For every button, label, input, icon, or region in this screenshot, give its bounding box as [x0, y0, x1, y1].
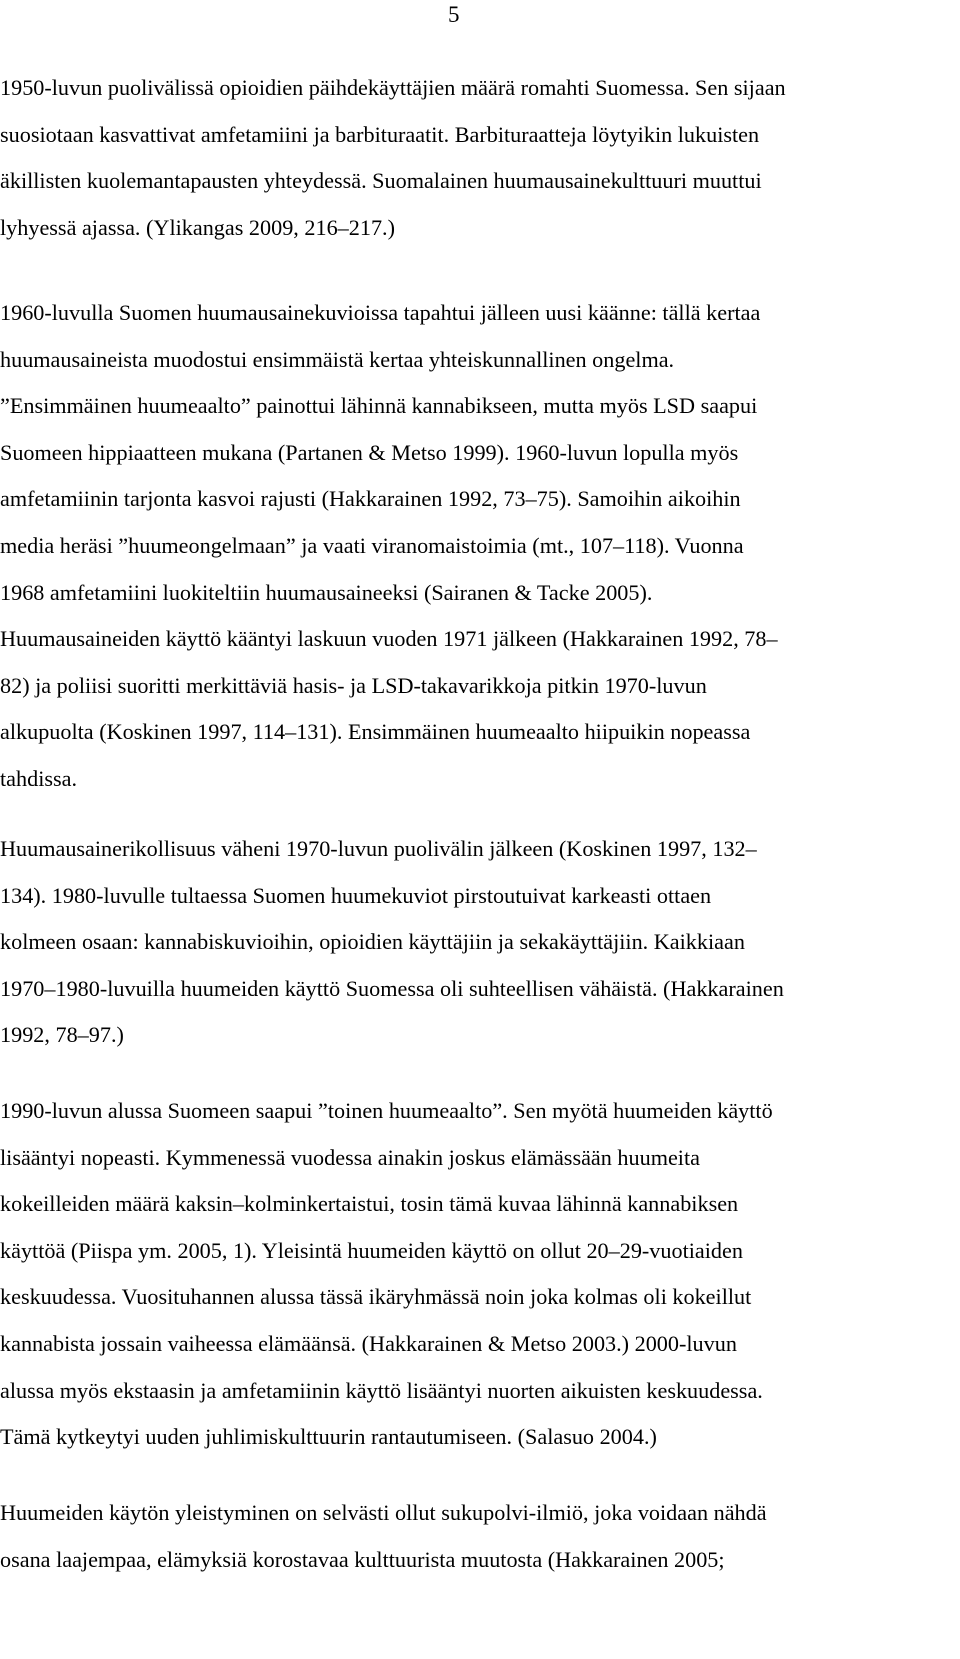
page-number: 5: [448, 2, 460, 27]
paragraph-generation: Huumeiden käytön yleistyminen on selvästi ollut sukupolvi-ilmiö, joka voidaan nähdä osana laajempaa, elämyksiä korostavaa kulttuurista muutosta (Hakkarainen 2005;: [0, 1500, 767, 1572]
paragraph-1950s: 1950-luvun puolivälissä opioidien päihdekäyttäjien määrä romahti Suomessa. Sen sijaan suosiotaan kasvattivat amfetamiini ja barbituraatit. Barbituraatteja löytyikin lukuisten äkillisten kuolemantapausten yhteydessä. Suomalainen huumausainekulttuuri muuttui lyhyessä ajassa. (Ylikangas 2009, 216–217.): [0, 75, 786, 240]
paragraph-1970s-1980s: Huumausainerikollisuus väheni 1970-luvun puolivälin jälkeen (Koskinen 1997, 132– 134). 1980-luvulle tultaessa Suomen huumekuviot pirstoutuivat karkeasti ottaen kolmeen osaan: kannabiskuvioihin, opioidien käyttäjiin ja sekakäyttäjiin. Kaikkiaan 1970–1980-luvuilla huumeiden käyttö Suomessa oli suhteellisen vähäistä. (Hakkarainen 1992, 78–97.): [0, 836, 784, 1048]
paragraph-1960s: 1960-luvulla Suomen huumausainekuvioissa tapahtui jälleen uusi käänne: tällä kertaa huumausaineista muodostui ensimmäistä kertaa yhteiskunnallinen ongelma. ”Ensimmäinen huumeaalto” painottui lähinnä kannabikseen, mutta myös LSD saapui Suomeen hippiaatteen mukana (Partanen & Metso 1999). 1960-luvun lopulla myös amfetamiinin tarjonta kasvoi rajusti (Hakkarainen 1992, 73–75). Samoihin aikoihin media heräsi ”huumeongelmaan” ja vaati viranomaistoimia (mt., 107–118). Vuonna 1968 amfetamiini luokiteltiin huumausaineeksi (Sairanen & Tacke 2005). Huumausaineiden käyttö kääntyi laskuun vuoden 1971 jälkeen (Hakkarainen 1992, 78– 82) ja poliisi suoritti merkittäviä hasis- ja LSD-takavarikkoja pitkin 1970-luvun alkupuolta (Koskinen 1997, 114–131). Ensimmäinen huumeaalto hiipuikin nopeassa tahdissa.: [0, 300, 778, 791]
paragraph-1990s: 1990-luvun alussa Suomeen saapui ”toinen huumeaalto”. Sen myötä huumeiden käyttö lisääntyi nopeasti. Kymmenessä vuodessa ainakin joskus elämässään huumeita kokeilleiden määrä kaksin–kolminkertaistui, tosin tämä kuvaa lähinnä kannabiksen käyttöä (Piispa ym. 2005, 1). Yleisintä huumeiden käyttö on ollut 20–29-vuotiaiden keskuudessa. Vuosituhannen alussa tässä ikäryhmässä noin joka kolmas oli kokeillut kannabista jossain vaiheessa elämäänsä. (Hakkarainen & Metso 2003.) 2000-luvun alussa myös ekstaasin ja amfetamiinin käyttö lisääntyi nuorten aikuisten keskuudessa. Tämä kytkeytyi uuden juhlimiskulttuurin rantautumiseen. (Salasuo 2004.): [0, 1098, 773, 1450]
